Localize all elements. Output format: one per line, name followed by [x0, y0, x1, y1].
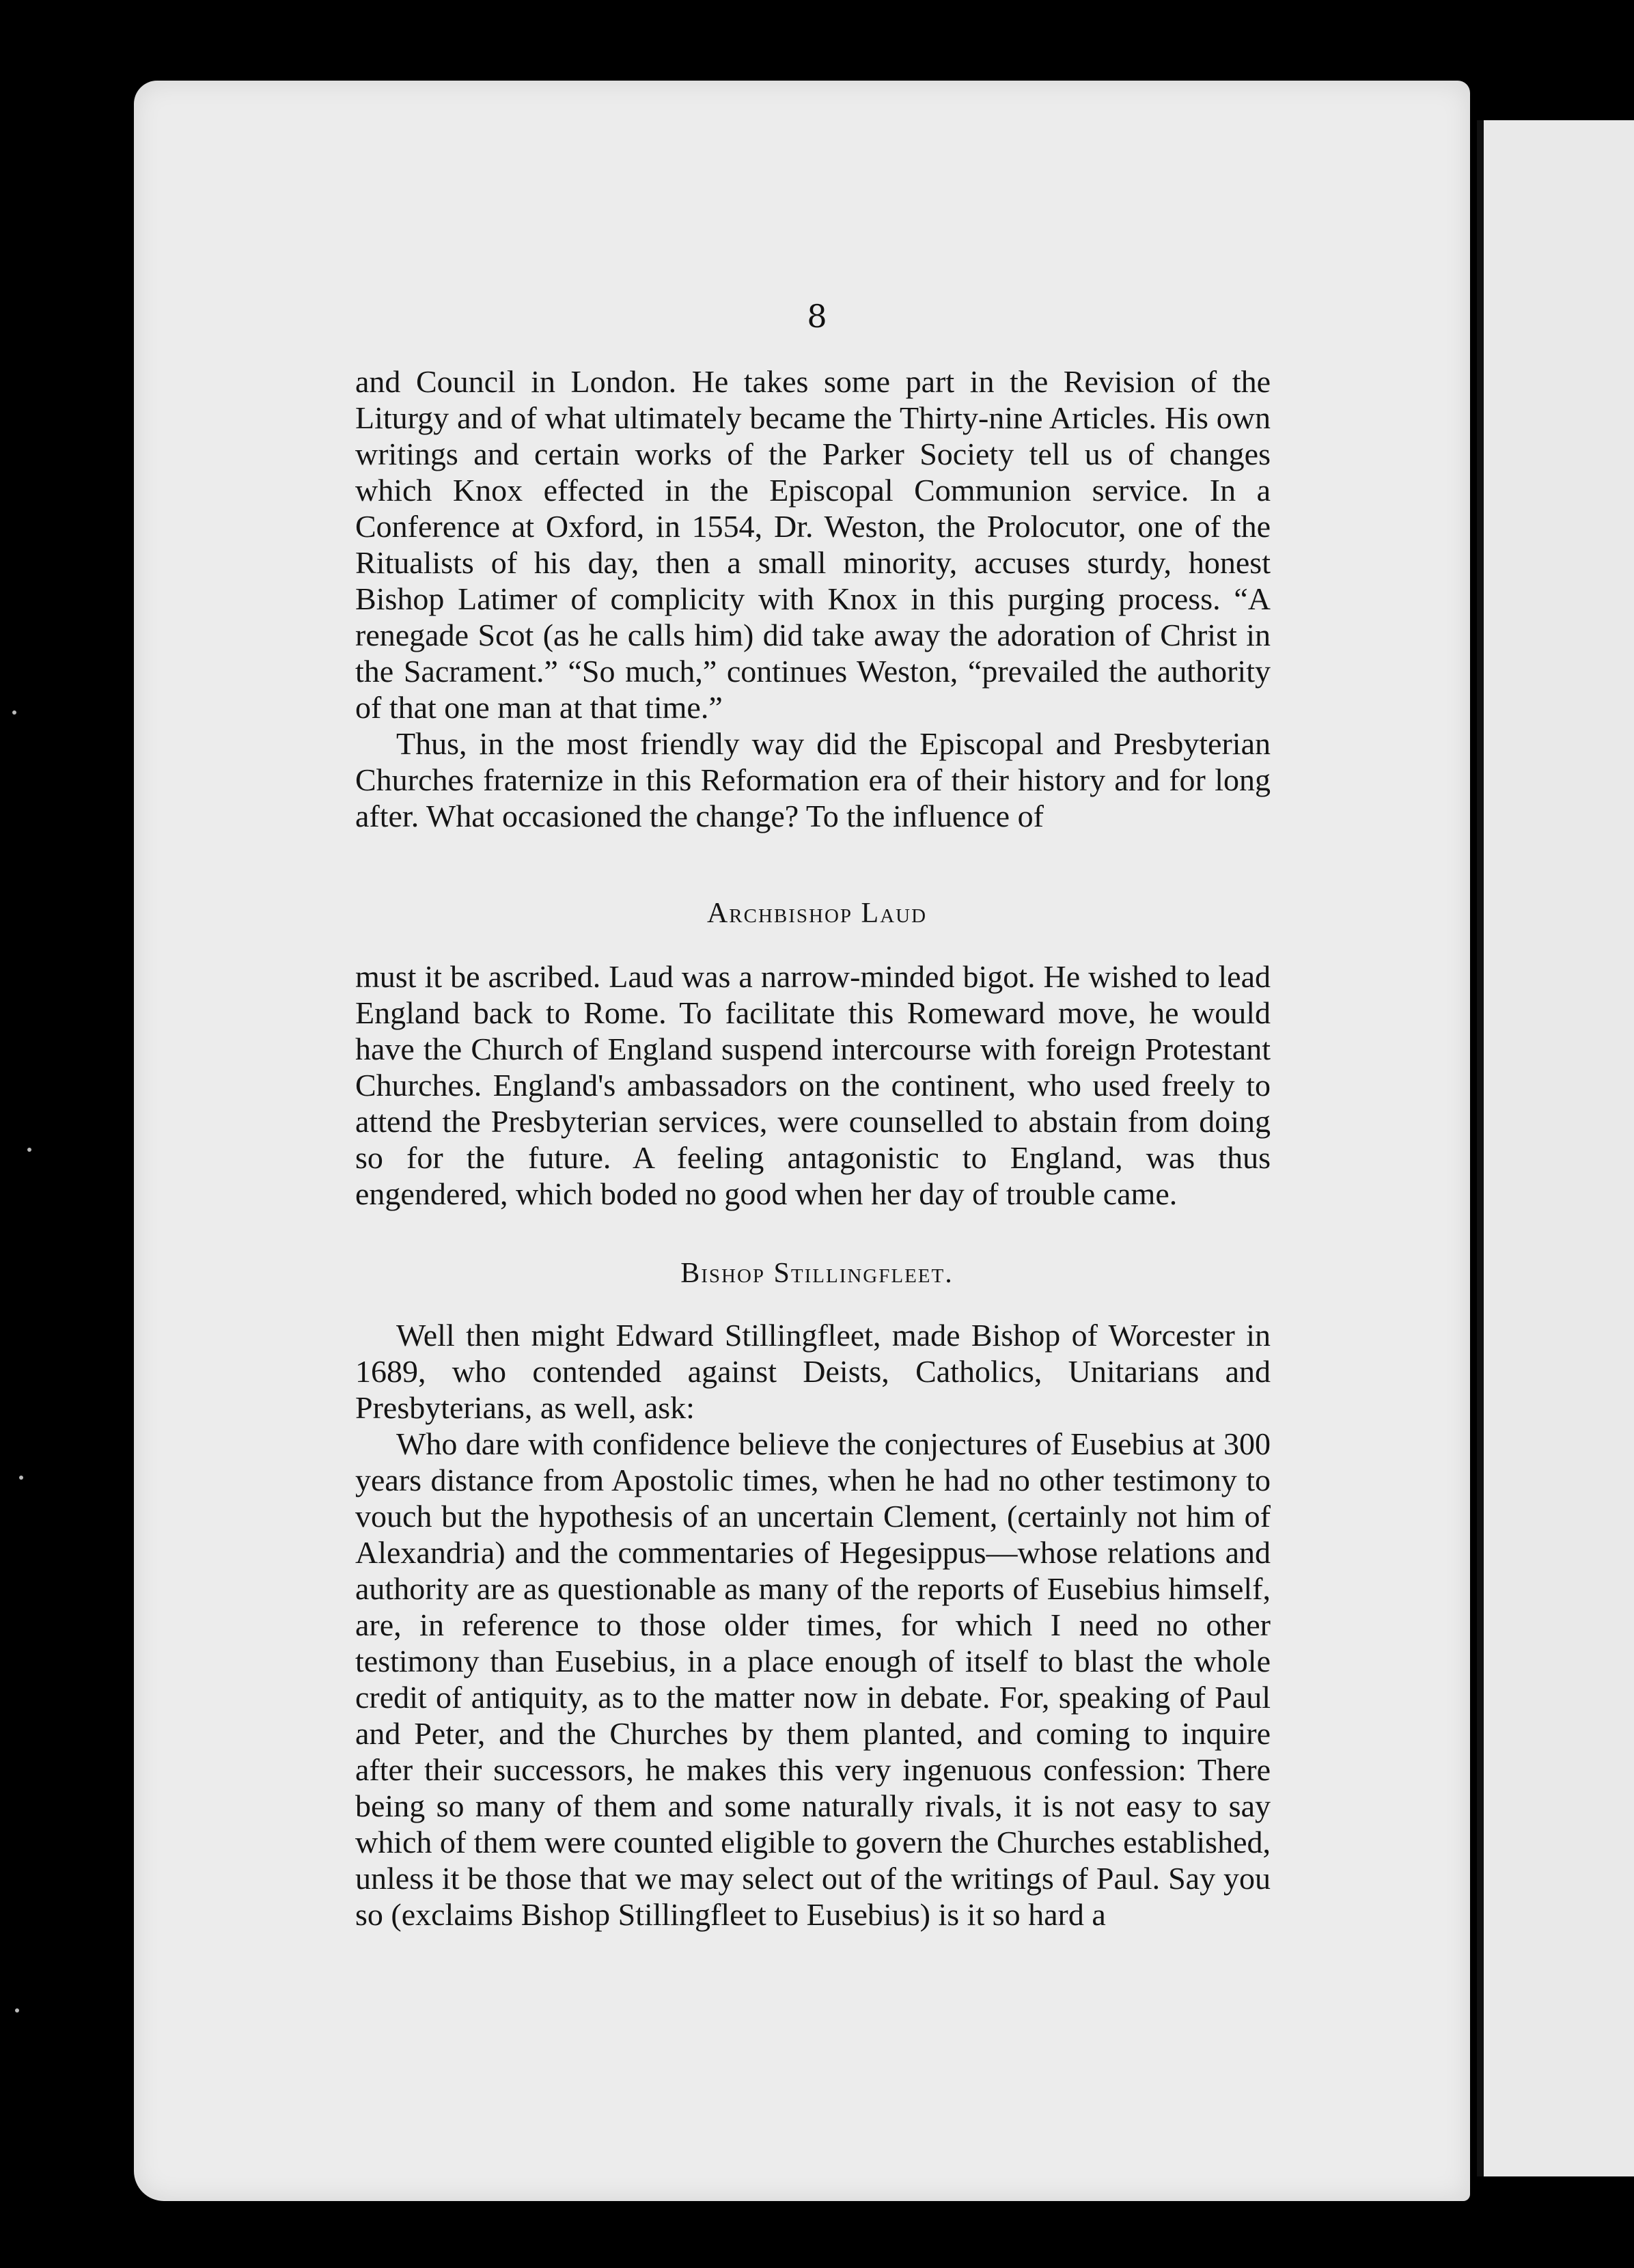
section-heading: Bishop Stillingfleet.: [680, 1258, 954, 1289]
paragraph: Who dare with confidence believe the conjectures of Eusebius at 300 years distance from Apostolic times, when he had no other testimony to vouch but the hypothesis of an uncertain Clement, (certainly not him of Alexandria) and the commentaries of Hegesippus—whose relations and authority are as questionable as many of the reports of Eusebius himself, are, in reference to those older times, for which I need no other testimony than Eusebius, in a place enough of itself to blast the whole credit of antiquity, as to the matter now in debate. For, speaking of Paul and Peter, and the Churches by them planted, and coming to inquire after their successors, he makes this very ingenuous confession: There being so many of them and some naturally rivals, it is not easy to say which of them were counted eligible to govern the Churches established, unless it be those that we may select out of the writings of Paul. Say you so (exclaims Bishop Stillingfleet to Eusebius) is it so hard a: [355, 1426, 1271, 1932]
text-section-2: [355, 958, 1271, 1212]
dust-speck: [15, 2008, 19, 2013]
dust-speck: [19, 1476, 23, 1480]
dust-speck: [27, 1148, 31, 1152]
dust-speck: [12, 710, 16, 715]
adjacent-page-edge: [1477, 120, 1634, 2176]
text-section-3: [355, 1317, 1271, 1933]
text-section-1: [355, 363, 1271, 834]
section-heading: Archbishop Laud: [706, 898, 928, 929]
paragraph: and Council in London. He takes some part in the Revision of the Liturgy and of what ultimately became the Thirty-nine Articles. His own writings and certain works of the Parker Society tell us of changes which Knox effected in the Episcopal Communion service. In a Conference at Oxford, in 1554, Dr. Weston, the Prolocutor, one of the Ritualists of his day, then a small minority, accuses sturdy, honest Bishop Latimer of complicity with Knox in this purging process. “A renegade Scot (as he calls him) did take away the adoration of Christ in the Sacrament.” “So much,” continues Weston, “prevailed the authority of that one man at that time.”: [355, 364, 1271, 725]
paragraph: Well then might Edward Stillingfleet, made Bishop of Worcester in 1689, who contended against Deists, Catholics, Unitarians and Presbyterians, as well, ask:: [355, 1318, 1271, 1425]
paragraph: Thus, in the most friendly way did the Episcopal and Presbyterian Churches fraternize in this Reformation era of their history and for long after. What occasioned the change? To the influence of: [355, 726, 1271, 833]
paragraph: must it be ascribed. Laud was a narrow-minded bigot. He wished to lead England back to Rome. To facilitate this Romeward move, he would have the Church of England suspend intercourse with foreign Protestant Churches. England's ambassadors on the continent, who used freely to attend the Presbyterian services, were counselled to abstain from doing so for the future. A feeling antagonistic to England, was thus engendered, which boded no good when her day of trouble came.: [355, 959, 1271, 1211]
page-number: 8: [807, 298, 827, 335]
